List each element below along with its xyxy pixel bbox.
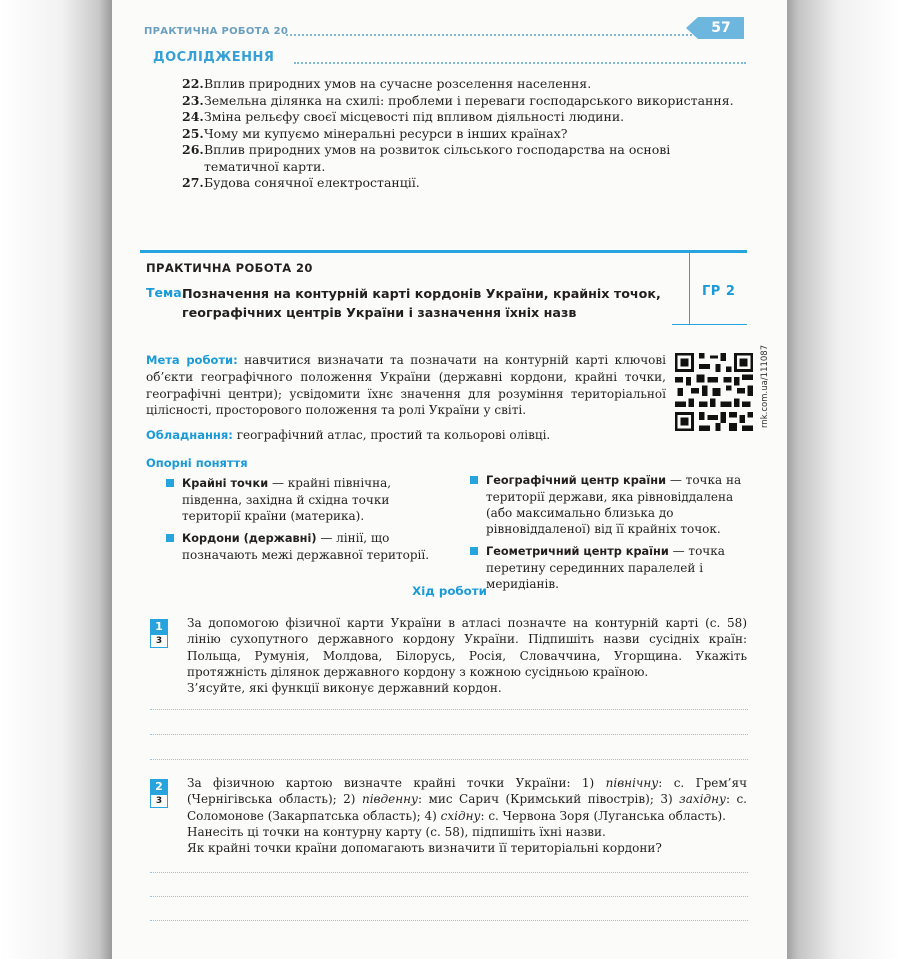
equipment-text: географічний атлас, простий та кольорові олівці. xyxy=(236,428,551,442)
goal-text: навчитися визначати та позначати на контурній карті ключові об’єкти географічного положення України (державні кордони, крайні точки, географічні центри); усвідомити їхнє значення для розуміння територіальної цілісності, просторового положення та ролі України у світі. xyxy=(146,353,666,418)
practical-label: ПРАКТИЧНА РОБОТА 20 xyxy=(146,261,313,275)
page-edge-right xyxy=(787,0,900,959)
research-topic: 24. Зміна рельєфу своєї місцевості під впливом діяльності людини. xyxy=(182,109,625,124)
research-topic: 27. Будова сонячної електростанції. xyxy=(182,175,420,190)
group-badge: ГР 2 xyxy=(702,284,736,299)
concepts-right-column xyxy=(470,472,750,598)
running-header-title: ПРАКТИЧНА РОБОТА 20 xyxy=(144,26,289,37)
concepts-heading: Опорні поняття xyxy=(146,456,248,470)
equipment-paragraph xyxy=(146,428,746,442)
concept-item: Геометричний центр країни — точка перетину серединних паралелей і меридіанів. xyxy=(470,543,750,592)
square-bullet-icon xyxy=(470,476,478,484)
concepts-left-column xyxy=(166,475,451,569)
square-bullet-icon xyxy=(166,479,174,487)
task-number-badge: 2 3 xyxy=(150,779,168,809)
answer-line[interactable] xyxy=(150,920,748,921)
answer-line[interactable] xyxy=(150,734,748,735)
research-heading-rule xyxy=(294,62,746,64)
answer-line[interactable] xyxy=(150,896,748,897)
answer-line[interactable] xyxy=(150,709,748,710)
research-topic: 26. Вплив природних умов на розвиток сільського господарства на основі тематичної карти. xyxy=(182,142,671,174)
running-header-rule xyxy=(286,34,696,36)
research-topic-list xyxy=(182,76,747,192)
practical-top-rule xyxy=(140,250,747,253)
topic-text: Позначення на контурній карті кордонів України, крайніх точок, географічних центрів України і зазначення їхніх назв xyxy=(182,286,661,320)
concept-item: Крайні точки — крайні північна, південна, західна й східна точки території країни (материка). xyxy=(166,475,451,524)
topic-label: Тема. xyxy=(146,285,187,300)
task-2-text: За фізичною картою визначте крайні точки України: 1) північну: с. Грем’яч (Чернігівська область); 2) південну: мис Сарич (Кримський півострів); 3) західну: с. Соломонове (Закарпатська область); 4) східну: с. Червона Зоря (Луганська область). Нанесіть ці точки на контурну карту (с. 58), підпишіть їхні назви. Як крайні точки країни допомагають визначити її територіальні кордони? xyxy=(187,776,748,856)
research-topic: 23. Земельна ділянка на схилі: проблеми і переваги господарського використання. xyxy=(182,92,734,108)
equipment-label: Обладнання: xyxy=(146,428,233,442)
concept-item: Географічний центр країни — точка на території держави, яка рівновіддалена (або максимально близька до рівновіддаленої) від її крайніх точок. xyxy=(470,472,750,537)
page-number: 57 xyxy=(698,17,744,39)
research-heading: ДОСЛІДЖЕННЯ xyxy=(153,50,275,65)
research-topic: 25. Чому ми купуємо мінеральні ресурси в інших країнах? xyxy=(182,125,568,141)
document-page xyxy=(112,0,787,959)
qr-code-icon xyxy=(675,353,753,431)
procedure-heading: Хід роботи xyxy=(412,584,487,598)
square-bullet-icon xyxy=(166,534,174,542)
goal-paragraph xyxy=(146,352,666,419)
page-edge-left xyxy=(0,0,112,959)
practical-divider xyxy=(689,253,690,325)
goal-label: Мета роботи: xyxy=(146,353,238,367)
practical-group-underline xyxy=(672,324,747,325)
square-bullet-icon xyxy=(470,547,478,555)
task-1-question: З’ясуйте, які функції виконує державний кордон. xyxy=(187,681,502,696)
task-1-text: За допомогою фізичної карти України в атласі позначте на контурній карті (с. 58) лінію сухопутного державного кордону України. Підпишіть назви сусідніх країн: Польща, Румунія, Молдова, Білорусь, Росія, Словаччина, Угорщина. Укажіть протяжність ділянок державного кордону з кожною сусідньою країною. З’ясуйте, які функції виконує державний кордон. xyxy=(187,616,747,696)
concept-item: Кордони (державні) — лінії, що позначають межі державної території. xyxy=(166,530,451,563)
side-url: rnk.com.ua/111087 xyxy=(760,344,770,428)
task-number-badge: 1 3 xyxy=(150,619,168,649)
answer-line[interactable] xyxy=(150,872,748,873)
research-topic: 22. Вплив природних умов на сучасне розселення населення. xyxy=(182,76,592,91)
task-2-question: Як крайні точки країни допомагають визначити її територіальні кордони? xyxy=(187,841,662,856)
answer-line[interactable] xyxy=(150,759,748,760)
task-2-instruction: Нанесіть ці точки на контурну карту (с. 58), підпишіть їхні назви. xyxy=(187,824,606,839)
